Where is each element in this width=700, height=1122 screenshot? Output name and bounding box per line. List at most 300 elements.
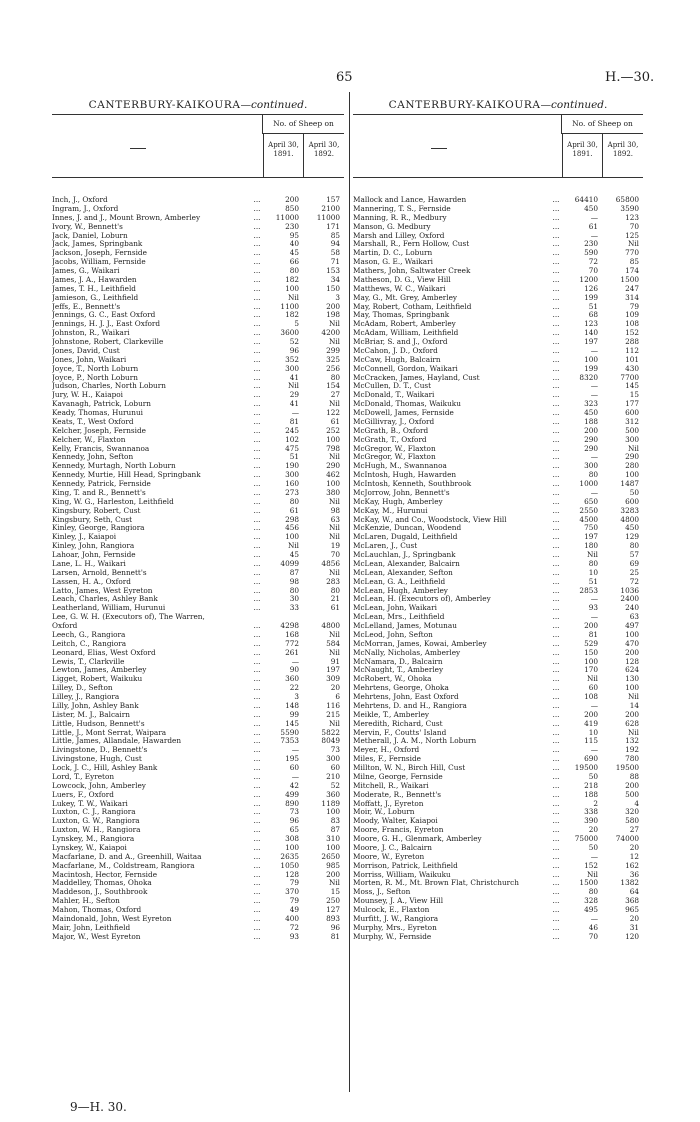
leader-dots: ... (552, 780, 560, 790)
sheep-1892: 21 (330, 594, 340, 604)
leader-dots: ... (552, 505, 560, 515)
sheep-1892: 100 (625, 470, 639, 480)
owner-name: Moss, J., Sefton (353, 888, 411, 897)
sheep-1891: 41 (289, 372, 299, 382)
right-column-title (353, 96, 643, 114)
table-row (353, 507, 643, 516)
sheep-1892: 240 (625, 603, 639, 613)
sheep-1891: 95 (289, 230, 299, 240)
owner-name: McCaw, Hugh, Balcairn (353, 355, 441, 364)
sheep-1892: 19 (330, 541, 340, 551)
leader-dots: ... (552, 532, 560, 542)
sheep-1892: 290 (625, 452, 639, 462)
sheep-1892: 2100 (321, 203, 340, 213)
table-row (52, 888, 344, 897)
sheep-1892: 177 (625, 399, 639, 409)
table-row (52, 356, 344, 365)
leader-dots: ... (253, 692, 261, 701)
table-row (52, 329, 344, 338)
sheep-1892: 5822 (321, 727, 340, 737)
sheep-1891: 96 (289, 345, 299, 355)
leader-dots: ... (552, 674, 560, 684)
leader-dots: ... (253, 905, 261, 914)
leader-dots: ... (253, 248, 261, 258)
page-footer: 9—H. 30. (70, 1100, 127, 1114)
sheep-1891: 93 (588, 603, 598, 613)
owner-name: Jack, Daniel, Loburn (52, 231, 128, 240)
sheep-1891: 190 (285, 461, 299, 471)
owner-name: Mehrtens, George, Ohoka (353, 684, 449, 693)
sheep-1892: 64 (629, 887, 639, 897)
owner-name: Lahoar, John, Fernside (52, 551, 136, 559)
sheep-1892: 200 (625, 647, 639, 657)
table-row (52, 764, 344, 773)
owner-name: Mehrtens, D. and H., Rangiora (353, 701, 467, 710)
table-row (353, 276, 643, 285)
table-row (353, 737, 643, 746)
owner-name: Maddelley, Thomas, Ohoka (52, 879, 152, 888)
sheep-1892: 150 (326, 283, 340, 293)
sheep-1891: 400 (285, 913, 299, 923)
leader-dots: ... (552, 922, 560, 932)
sheep-1892: 129 (625, 532, 639, 542)
sheep-1891: 328 (584, 896, 598, 906)
owner-name: Marshall, R., Fern Hollow, Cust (353, 240, 470, 249)
owner-name: McLauchlan, J., Springbank (353, 551, 456, 559)
table-row (52, 720, 344, 729)
table-row (52, 489, 344, 498)
table-row (353, 445, 643, 454)
sheep-1892: 280 (625, 461, 639, 471)
owner-name: Kingsbury, Robert, Cust (52, 506, 141, 515)
sheep-1892: 11000 (316, 212, 340, 222)
owner-name: Larsen, Arnold, Bennett's (52, 568, 147, 577)
sheep-1892: Nil (328, 496, 340, 506)
table-row (52, 684, 344, 693)
table-row (353, 622, 643, 631)
owner-name: Martin, D. C., Loburn (353, 249, 433, 258)
leader-dots: ... (253, 683, 261, 693)
table-row (52, 453, 344, 462)
table-row (353, 267, 643, 276)
leader-dots: ... (552, 408, 560, 417)
leader-dots: ... (253, 479, 261, 488)
sheep-1891: 19500 (574, 763, 598, 772)
table-row (353, 214, 643, 223)
owner-name: McBriar, S. and J., Oxford (353, 338, 448, 346)
sheep-1892: Nil (328, 452, 340, 462)
sheep-1891: 72 (289, 922, 299, 932)
owner-name: Lynskey, W., Kaiapoi (52, 843, 127, 852)
table-row (52, 649, 344, 658)
sheep-1891: 200 (285, 195, 299, 204)
column-divider (349, 92, 350, 1092)
table-row (353, 382, 643, 391)
sheep-1891: 323 (584, 399, 598, 409)
sheep-1891: 199 (584, 292, 598, 302)
leader-dots: ... (253, 363, 261, 373)
sheep-1891: — (590, 913, 598, 923)
owner-name: McLaren, J., Cust (353, 542, 418, 551)
sheep-1892: 310 (326, 834, 340, 843)
leader-dots: ... (552, 550, 560, 559)
sheep-1892: Nil (328, 532, 340, 542)
sheep-1891: 150 (584, 647, 598, 657)
owner-name: McNally, Nicholas, Amberley (353, 648, 461, 657)
sheep-1892: 312 (625, 416, 639, 426)
sheep-1891: — (590, 230, 598, 240)
leader-dots: ... (552, 736, 560, 746)
leader-dots: ... (552, 825, 560, 835)
table-row (353, 853, 643, 862)
leader-dots: ... (253, 567, 261, 577)
owner-name: May, Thomas, Springbank (353, 311, 450, 320)
table-row (52, 675, 344, 684)
sheep-1892: 19500 (615, 763, 639, 772)
owner-name: Leonard, Elias, West Oxford (52, 648, 156, 657)
owner-name: Matthews, W. C., Waikari (353, 284, 446, 293)
table-row (353, 817, 643, 826)
sheep-1892: 4200 (321, 328, 340, 338)
owner-name: Kinley, J., Kaiapoi (52, 533, 117, 542)
sheep-1892: 120 (625, 931, 639, 941)
table-row (52, 551, 344, 560)
table-row (353, 516, 643, 525)
owner-name: Luers, F., Oxford (52, 790, 114, 799)
sheep-1892: 4800 (321, 621, 340, 630)
sheep-1892: 57 (629, 550, 639, 559)
leader-dots: ... (253, 274, 261, 284)
sheep-1891: 8320 (579, 372, 598, 382)
sheep-1892: 145 (625, 381, 639, 391)
leader-dots: ... (552, 612, 560, 622)
table-row (52, 693, 344, 702)
sheep-1891: 80 (289, 266, 299, 275)
sheep-1891: 298 (285, 514, 299, 524)
owner-name: Macintosh, Hector, Fernside (52, 870, 158, 879)
table-row (52, 196, 344, 205)
sheep-1892: 580 (625, 816, 639, 826)
owner-name: Lilly, John, Ashley Bank (52, 701, 139, 710)
sheep-1891: — (590, 345, 598, 355)
owner-name: Ivory, W., Bennett's (52, 222, 123, 231)
sheep-1892: 450 (625, 523, 639, 533)
leader-dots: ... (552, 496, 560, 506)
table-row (353, 862, 643, 871)
sheep-1892: 85 (629, 257, 639, 267)
leader-dots: ... (253, 292, 261, 302)
table-row (52, 267, 344, 276)
sheep-1891: 33 (289, 603, 299, 613)
sheep-1892: 34 (330, 274, 340, 284)
table-row (353, 844, 643, 853)
owner-name: Macfarlane, M., Coldstream, Rangiora (52, 861, 195, 870)
leader-dots: ... (552, 425, 560, 435)
sheep-1891: 20 (588, 825, 598, 835)
sheep-1891: 197 (584, 532, 598, 542)
sheep-1891: 100 (285, 283, 299, 293)
leader-dots: ... (253, 718, 261, 728)
owner-name: Moore, Francis, Eyreton (353, 826, 444, 835)
owner-name: McKay, M., Hurunui (353, 506, 428, 515)
table-row (353, 666, 643, 675)
sheep-1892: 87 (330, 825, 340, 835)
leader-dots: ... (552, 842, 560, 852)
sheep-1892: 314 (625, 292, 639, 302)
leader-dots: ... (253, 754, 261, 764)
leader-dots: ... (552, 363, 560, 373)
left-year2-header: April 30, 1892. (303, 134, 344, 177)
sheep-1892: 171 (326, 221, 340, 231)
sheep-1892: 108 (625, 319, 639, 329)
sheep-1892: 770 (625, 248, 639, 258)
owner-name: Lee, G. W. H. (Executors of), The Warren, (52, 613, 205, 622)
sheep-1891: 80 (289, 496, 299, 506)
sheep-1892: 109 (625, 310, 639, 320)
owner-name: McGrath, T., Oxford (353, 435, 427, 444)
leader-dots: ... (552, 896, 560, 906)
table-row (353, 303, 643, 312)
leader-dots: ... (552, 629, 560, 639)
leader-dots: ... (552, 203, 560, 213)
sheep-1891: — (291, 745, 299, 755)
table-row (52, 569, 344, 578)
table-row (353, 800, 643, 809)
table-row (52, 232, 344, 241)
table-row (353, 613, 643, 622)
sheep-1891: Nil (586, 550, 598, 559)
right-year2-header: April 30, 1892. (602, 134, 643, 177)
owner-name: Miles, F., Fernside (353, 755, 421, 764)
owner-name: Maindonald, John, West Eyreton (52, 914, 172, 923)
owner-name: Manning, R. R., Medbury (353, 213, 447, 222)
sheep-1891: — (590, 390, 598, 400)
sheep-1891: 195 (285, 754, 299, 764)
sheep-1892: 247 (625, 283, 639, 293)
owner-name: McDowell, James, Fernside (353, 409, 454, 417)
sheep-1891: 80 (588, 887, 598, 897)
owner-name: Mason, G. E., Waikari (353, 258, 433, 267)
sheep-1892: 15 (330, 887, 340, 897)
table-row (353, 524, 643, 533)
leader-dots: ... (552, 603, 560, 613)
table-row (353, 640, 643, 649)
table-row (52, 666, 344, 675)
sheep-1892: 100 (326, 842, 340, 852)
table-row (353, 764, 643, 773)
sheep-1892: 98 (330, 505, 340, 515)
owner-name: Joyce, P., North Loburn (52, 373, 138, 382)
owner-name: Kingsbury, Seth, Cust (52, 515, 133, 524)
sheep-1892: 320 (625, 807, 639, 817)
table-row (353, 427, 643, 436)
sheep-1892: 79 (629, 301, 639, 311)
leader-dots: ... (552, 860, 560, 870)
sheep-1892: 128 (625, 656, 639, 666)
right-year1-header: April 30, 1891. (562, 134, 602, 177)
sheep-1892: 60 (330, 763, 340, 772)
sheep-1891: 81 (588, 629, 598, 639)
leader-dots: ... (253, 310, 261, 320)
sheep-1891: 60 (289, 763, 299, 772)
sheep-1891: 70 (588, 931, 598, 941)
owner-name: McNamara, D., Balcairn (353, 657, 443, 666)
leader-dots: ... (253, 834, 261, 843)
leader-dots: ... (552, 390, 560, 400)
table-row (52, 409, 344, 418)
leader-dots: ... (552, 745, 560, 755)
sheep-1891: 495 (584, 905, 598, 914)
leader-dots: ... (552, 913, 560, 923)
leader-dots: ... (253, 896, 261, 906)
table-row (353, 702, 643, 711)
leader-dots: ... (552, 195, 560, 204)
leader-dots: ... (552, 230, 560, 240)
sheep-1891: 73 (289, 807, 299, 817)
sheep-1891: 40 (289, 239, 299, 249)
leader-dots: ... (552, 887, 560, 897)
table-row (52, 791, 344, 800)
sheep-1891: — (291, 656, 299, 666)
table-row (52, 906, 344, 915)
left-table-header (52, 114, 344, 178)
sheep-1891: 46 (588, 922, 598, 932)
table-row (52, 800, 344, 809)
owner-name: McLeod, John, Sefton (353, 630, 433, 639)
right-table-header (353, 114, 643, 178)
sheep-1892: 624 (625, 665, 639, 675)
sheep-1891: 60 (588, 683, 598, 693)
owner-name: Kennedy, Murtagh, North Loburn (52, 462, 176, 471)
sheep-1892: 198 (326, 310, 340, 320)
table-row (52, 338, 344, 347)
table-row (353, 232, 643, 241)
leader-dots: ... (253, 425, 261, 435)
sheep-1892: 123 (625, 212, 639, 222)
leader-dots: ... (552, 585, 560, 595)
leader-dots: ... (552, 869, 560, 879)
table-row (52, 604, 344, 613)
sheep-1891: 100 (285, 842, 299, 852)
leader-dots: ... (552, 239, 560, 249)
table-row (52, 223, 344, 232)
table-row (52, 418, 344, 427)
sheep-1891: 10 (588, 727, 598, 737)
owner-name: King, T. and R., Bennett's (52, 488, 146, 497)
sheep-1892: 600 (625, 496, 639, 506)
table-row (353, 578, 643, 587)
leader-dots: ... (552, 771, 560, 781)
owner-name: Murphy, Mrs., Eyreton (353, 923, 437, 932)
sheep-1891: 590 (584, 248, 598, 258)
owner-name: Luxton, W. H., Rangiora (52, 826, 141, 835)
leader-dots: ... (552, 372, 560, 382)
table-row (353, 205, 643, 214)
sheep-1891: 50 (588, 771, 598, 781)
leader-dots: ... (253, 399, 261, 409)
leader-dots: ... (253, 842, 261, 852)
sheep-1892: 27 (330, 390, 340, 400)
leader-dots: ... (253, 283, 261, 293)
owner-name: Moody, Walter, Kaiapoi (353, 817, 438, 826)
table-row (52, 524, 344, 533)
owner-name: Oxford (52, 622, 78, 630)
leader-dots: ... (253, 345, 261, 355)
sheep-1891: 61 (588, 221, 598, 231)
sheep-1892: 288 (625, 337, 639, 346)
table-row (353, 569, 643, 578)
table-row (52, 933, 344, 942)
leader-dots: ... (253, 816, 261, 826)
leader-dots: ... (552, 257, 560, 267)
sheep-1891: — (590, 700, 598, 710)
sheep-1892: Nil (328, 647, 340, 657)
table-row (52, 445, 344, 454)
table-row (52, 658, 344, 667)
leader-dots: ... (253, 523, 261, 533)
leader-dots: ... (253, 514, 261, 524)
sheep-1891: 115 (584, 736, 598, 746)
leader-dots: ... (552, 763, 560, 772)
owner-name: Jackson, Joseph, Fernside (52, 249, 147, 258)
owner-name: Moir, W., Loburn (353, 808, 415, 817)
sheep-1891: 1200 (579, 274, 598, 284)
table-row (52, 560, 344, 569)
table-row (353, 356, 643, 365)
left-title-suffix: —continued. (240, 99, 308, 111)
leader-dots: ... (253, 665, 261, 675)
sheep-1891: 261 (285, 647, 299, 657)
owner-name: Mounsey, J. A., View Hill (353, 897, 444, 906)
leader-dots: ... (552, 470, 560, 480)
owner-name: Meredith, Richard, Cust (353, 719, 443, 728)
owner-name: Innes, J. and J., Mount Brown, Amberley (52, 213, 201, 222)
table-row (353, 808, 643, 817)
sheep-1891: 650 (584, 496, 598, 506)
sheep-1892: 200 (326, 869, 340, 879)
sheep-1892: Nil (627, 443, 639, 453)
table-row (52, 782, 344, 791)
sheep-1892: 500 (625, 425, 639, 435)
sheep-1891: 126 (584, 283, 598, 293)
sheep-1891: 90 (289, 665, 299, 675)
owner-name: Lassen, H. A., Oxford (52, 577, 131, 586)
sheep-1892: 63 (629, 612, 639, 622)
leader-dots: ... (552, 905, 560, 914)
leader-dots: ... (253, 922, 261, 932)
sheep-1891: 197 (584, 337, 598, 346)
table-row (353, 311, 643, 320)
owner-name: Johnstone, Robert, Clarkeville (52, 338, 164, 346)
sheep-1892: 20 (629, 913, 639, 923)
sheep-1892: 72 (629, 576, 639, 586)
owner-name: Mulcock, E., Flaxton (353, 906, 430, 914)
owner-name: Mahon, Thomas, Oxford (52, 906, 142, 914)
sheep-1892: 20 (629, 842, 639, 852)
sheep-1891: 45 (289, 550, 299, 559)
table-row (52, 808, 344, 817)
leader-dots: ... (253, 621, 261, 630)
sheep-1892: 893 (326, 913, 340, 923)
left-column-title (52, 96, 344, 114)
sheep-1892: 4856 (321, 558, 340, 568)
owner-name: Kennedy, Murtie, Hill Head, Springbank (52, 471, 201, 480)
table-row (353, 258, 643, 267)
left-sheep-header: No. of Sheep on (262, 115, 344, 134)
owner-name: Meikle, T., Amberley (353, 710, 430, 719)
sheep-1891: — (590, 452, 598, 462)
owner-name: Moore, W., Eyreton (353, 852, 425, 861)
